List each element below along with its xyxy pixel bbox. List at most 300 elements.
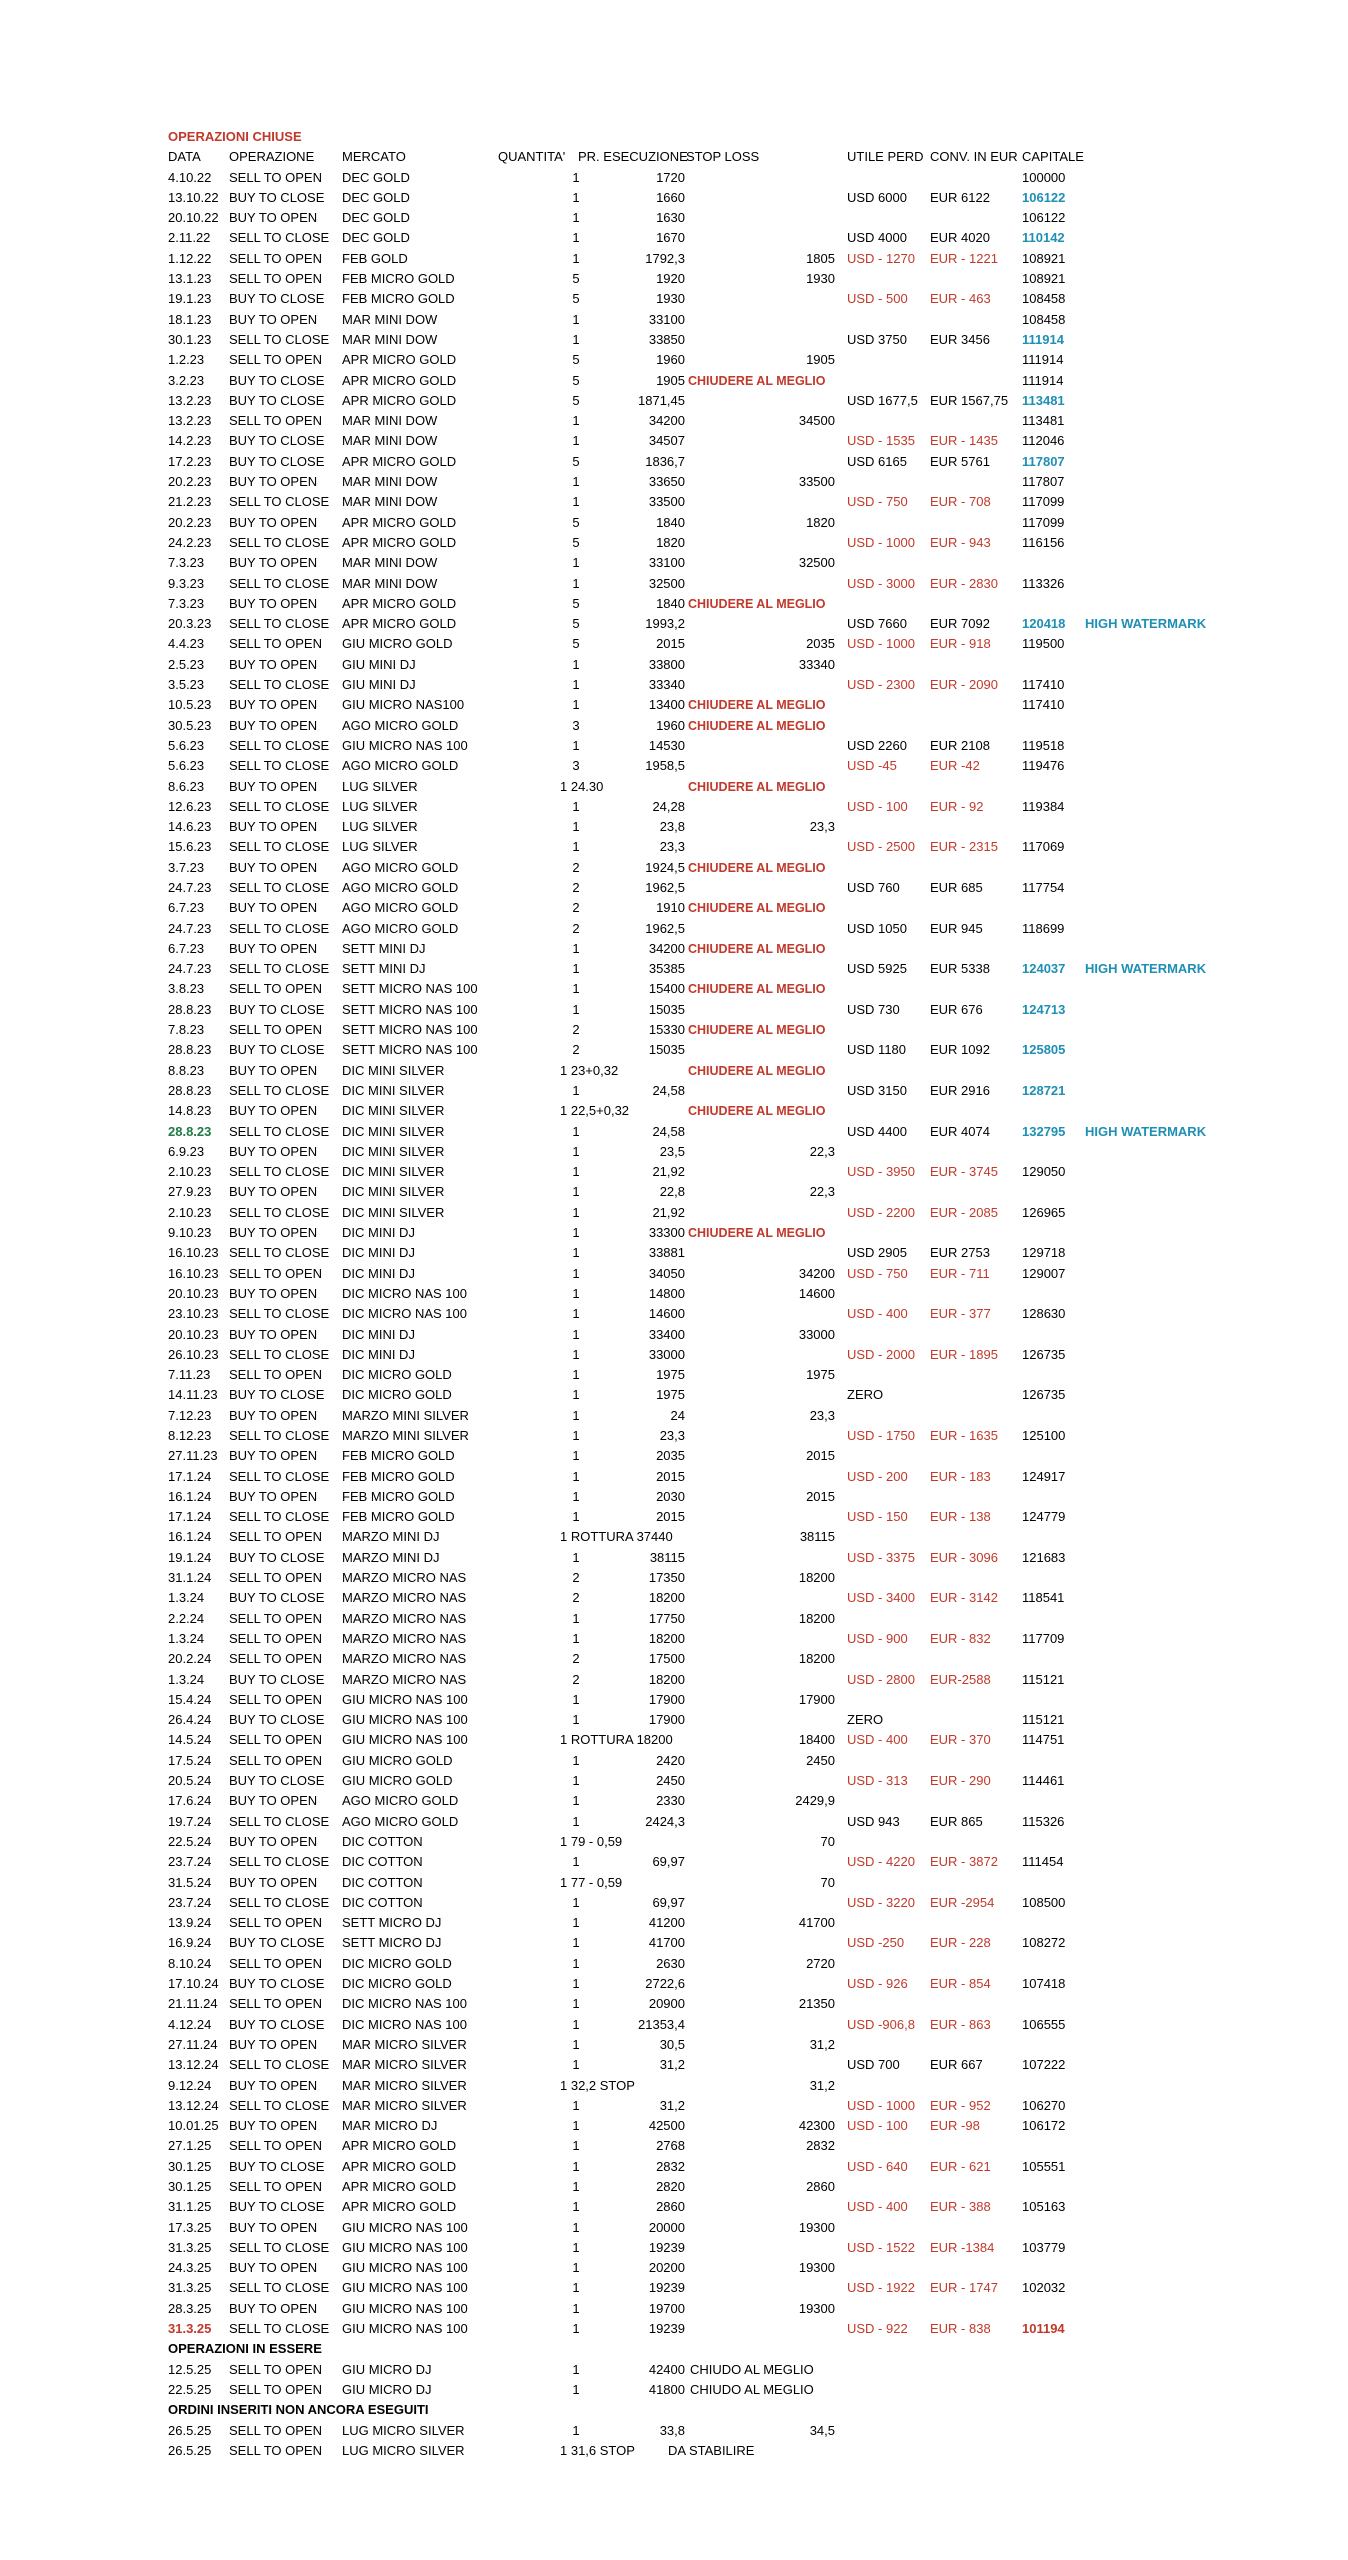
cell-price: 17500 <box>648 1651 685 1667</box>
cell-market: DIC MICRO NAS 100 <box>342 1996 467 2012</box>
table-row <box>168 1467 1318 1487</box>
cell-quantity: 1 <box>572 1448 580 1464</box>
cell-operation: SELL TO CLOSE <box>229 2321 330 2337</box>
cell-profit-usd: USD 730 <box>847 1001 900 1017</box>
cell-price: 2630 <box>656 1955 685 1971</box>
cell-profit-eur: EUR - 832 <box>930 1630 991 1646</box>
cell-operation: BUY TO CLOSE <box>229 1387 325 1403</box>
cell-market: DIC MINI SILVER <box>342 1082 445 1098</box>
cell-profit-eur: EUR -2954 <box>930 1894 995 1910</box>
cell-price: 34200 <box>648 940 685 956</box>
table-row <box>168 919 1318 939</box>
cell-note: CHIUDERE AL MEGLIO <box>688 1063 826 1078</box>
cell-quantity: 1 <box>572 1854 580 1870</box>
cell-capital: 115121 <box>1022 1671 1065 1687</box>
cell-profit-eur: EUR -98 <box>930 2118 980 2134</box>
cell-capital: 129050 <box>1022 1164 1066 1180</box>
cell-stop-loss: 2015 <box>806 1488 835 1504</box>
cell-price: 1962,5 <box>645 920 685 936</box>
cell-quantity: 1 <box>572 1894 580 1910</box>
cell-operation: BUY TO OPEN <box>229 474 318 490</box>
cell-quantity: 3 <box>572 717 580 733</box>
cell-price: 23,3 <box>659 839 685 855</box>
cell-profit-eur: EUR - 370 <box>930 1732 991 1748</box>
cell-price: 31,2 <box>659 2057 685 2073</box>
cell-profit-eur: EUR - 183 <box>930 1468 991 1484</box>
cell-price: 20000 <box>648 2219 685 2235</box>
cell-stop-loss: 41700 <box>798 1915 835 1931</box>
cell-price: 24,58 <box>652 1123 685 1139</box>
table-row <box>168 1000 1318 1020</box>
cell-price: 2820 <box>656 2178 685 2194</box>
cell-date: 31.1.25 <box>168 2199 212 2215</box>
cell-price: 69,97 <box>652 1854 685 1870</box>
cell-date: 3.7.23 <box>168 859 205 875</box>
cell-date: 22.5.25 <box>168 2381 212 2397</box>
cell-date: 26.5.25 <box>168 2442 212 2458</box>
cell-market: DIC COTTON <box>342 1833 423 1849</box>
cell-market: GIU MICRO DJ <box>342 2361 432 2377</box>
cell-price: 1670 <box>656 230 685 246</box>
cell-price: 32500 <box>648 575 685 591</box>
cell-quantity: 1 <box>572 1996 580 2012</box>
cell-capital: 106555 <box>1022 2016 1066 2032</box>
cell-price: 1840 <box>656 595 685 611</box>
cell-date: 13.2.23 <box>168 413 212 429</box>
cell-profit-eur: EUR - 290 <box>930 1773 991 1789</box>
cell-capital: 108272 <box>1022 1935 1066 1951</box>
cell-date: 1.2.23 <box>168 352 205 368</box>
table-row <box>168 431 1318 451</box>
cell-price: 33500 <box>648 494 685 510</box>
cell-market: DEC GOLD <box>342 210 410 226</box>
cell-price: 2860 <box>656 2199 685 2215</box>
cell-date: 20.2.23 <box>168 514 212 530</box>
cell-date: 15.6.23 <box>168 839 212 855</box>
cell-quantity: 1 <box>572 1184 580 1200</box>
table-row <box>168 391 1318 411</box>
cell-profit-eur: EUR - 463 <box>930 291 991 307</box>
cell-market: DEC GOLD <box>342 230 410 246</box>
cell-date: 6.7.23 <box>168 940 205 956</box>
pending-orders <box>168 2421 1318 2462</box>
cell-market: GIU MICRO NAS 100 <box>342 2321 468 2337</box>
cell-quantity: 1 <box>572 1001 580 1017</box>
cell-quantity: 5 <box>572 372 580 388</box>
cell-stop-loss: 2720 <box>806 1955 835 1971</box>
cell-profit-eur: EUR 5338 <box>930 961 990 977</box>
cell-price: 19700 <box>648 2300 685 2316</box>
table-row <box>168 2218 1318 2238</box>
table-row <box>168 1325 1318 1345</box>
cell-operation: BUY TO OPEN <box>229 311 318 327</box>
cell-price: 1630 <box>656 210 685 226</box>
cell-market: GIU MICRO NAS 100 <box>342 2280 468 2296</box>
cell-price: 2424,3 <box>645 1813 685 1829</box>
cell-operation: SELL TO OPEN <box>229 1732 322 1748</box>
cell-operation: BUY TO OPEN <box>229 1833 318 1849</box>
cell-profit-usd: ZERO <box>847 1712 884 1728</box>
cell-price: 15400 <box>648 981 685 997</box>
cell-quantity: 1 <box>572 1245 580 1261</box>
cell-quantity: 2 <box>572 879 580 895</box>
cell-operation: SELL TO CLOSE <box>229 961 330 977</box>
cell-note: CHIUDERE AL MEGLIO <box>688 1104 826 1119</box>
cell-quantity: 1 <box>572 575 580 591</box>
cell-stop-loss: 1975 <box>806 1367 835 1383</box>
cell-profit-usd: USD - 2800 <box>847 1671 915 1687</box>
cell-price: 33100 <box>648 311 685 327</box>
cell-date: 13.10.22 <box>168 189 219 205</box>
cell-note: CHIUDERE AL MEGLIO <box>688 698 826 713</box>
table-row <box>168 1812 1318 1832</box>
cell-stop-loss: 32500 <box>798 555 835 571</box>
cell-quantity: 1 <box>572 555 580 571</box>
cell-profit-eur: EUR - 228 <box>930 1935 991 1951</box>
cell-price: 13400 <box>648 697 685 713</box>
table-row <box>168 1954 1318 1974</box>
cell-price: 20900 <box>648 1996 685 2012</box>
cell-quantity: 1 <box>572 1935 580 1951</box>
cell-date: 13.2.23 <box>168 392 212 408</box>
cell-date: 1.12.22 <box>168 250 212 266</box>
cell-capital: 124917 <box>1022 1468 1066 1484</box>
cell-profit-usd: USD - 150 <box>847 1509 908 1525</box>
cell-quantity: 1 <box>572 1082 580 1098</box>
cell-capital: 129718 <box>1022 1245 1066 1261</box>
cell-operation: BUY TO OPEN <box>229 2118 318 2134</box>
table-row <box>168 1548 1318 1568</box>
cell-profit-usd: USD - 500 <box>847 291 908 307</box>
cell-quantity: 1 <box>572 1225 580 1241</box>
cell-capital: 125805 <box>1022 1042 1066 1058</box>
cell-date: 2.5.23 <box>168 656 205 672</box>
cell-stop-loss: 33340 <box>798 656 835 672</box>
cell-operation: BUY TO OPEN <box>229 1103 318 1119</box>
cell-capital: 117099 <box>1022 514 1065 530</box>
cell-market: APR MICRO GOLD <box>342 2138 457 2154</box>
cell-operation: BUY TO OPEN <box>229 1062 318 1078</box>
cell-profit-usd: USD - 400 <box>847 1306 908 1322</box>
cell-operation: BUY TO OPEN <box>229 900 318 916</box>
cell-price: 2450 <box>656 1773 685 1789</box>
table-row <box>168 614 1318 634</box>
cell-price: 1720 <box>656 169 685 185</box>
cell-price: 2330 <box>656 1793 685 1809</box>
cell-date: 4.12.24 <box>168 2016 212 2032</box>
cell-stop-loss: 42300 <box>798 2118 835 2134</box>
cell-operation: BUY TO OPEN <box>229 859 318 875</box>
table-row <box>168 1771 1318 1791</box>
cell-operation: BUY TO OPEN <box>229 1326 318 1342</box>
cell-operation: SELL TO OPEN <box>229 2422 322 2438</box>
cell-capital: 118541 <box>1022 1590 1065 1606</box>
table-row <box>168 492 1318 512</box>
cell-date: 28.8.23 <box>168 1001 212 1017</box>
cell-operation: SELL TO OPEN <box>229 1955 322 1971</box>
cell-market: DIC MINI DJ <box>342 1265 415 1281</box>
cell-profit-usd: USD - 3950 <box>847 1164 915 1180</box>
cell-profit-usd: USD - 2300 <box>847 677 915 693</box>
cell-profit-eur: EUR - 708 <box>930 494 991 510</box>
cell-profit-usd: USD 1677,5 <box>847 392 918 408</box>
cell-market: GIU MICRO NAS 100 <box>342 737 468 753</box>
table-row <box>168 1791 1318 1811</box>
cell-operation: SELL TO OPEN <box>229 1691 322 1707</box>
cell-date: 7.3.23 <box>168 555 205 571</box>
cell-quantity: 1 <box>572 2381 580 2397</box>
cell-quantity: 1 ROTTURA 37440 <box>560 1529 673 1545</box>
cell-market: DIC MICRO GOLD <box>342 1976 452 1992</box>
cell-profit-usd: USD 1180 <box>847 1042 907 1058</box>
cell-quantity: 1 <box>572 819 580 835</box>
cell-date: 31.3.25 <box>168 2239 212 2255</box>
cell-date: 10.01.25 <box>168 2118 219 2134</box>
cell-stop-loss: 17900 <box>798 1691 835 1707</box>
cell-capital: 102032 <box>1022 2280 1066 2296</box>
cell-date: 12.6.23 <box>168 798 212 814</box>
cell-date: 13.12.24 <box>168 2097 219 2113</box>
cell-note: CHIUDERE AL MEGLIO <box>688 718 826 733</box>
cell-profit-usd: USD 760 <box>847 879 900 895</box>
cell-date: 14.5.24 <box>168 1732 212 1748</box>
cell-profit-usd: USD 2905 <box>847 1245 907 1261</box>
table-row <box>168 1873 1318 1893</box>
table-row <box>168 1710 1318 1730</box>
cell-market: SETT MICRO NAS 100 <box>342 1022 478 1038</box>
cell-profit-usd: USD - 750 <box>847 494 908 510</box>
cell-capital: 118699 <box>1022 920 1065 936</box>
cell-note: CHIUDERE AL MEGLIO <box>688 982 826 997</box>
table-row <box>168 634 1318 654</box>
cell-market: LUG SILVER <box>342 839 418 855</box>
cell-profit-eur: EUR - 3096 <box>930 1549 998 1565</box>
cell-profit-eur: EUR - 1221 <box>930 250 998 266</box>
cell-date: 1.3.24 <box>168 1590 205 1606</box>
cell-price: 15035 <box>648 1001 685 1017</box>
cell-date: 1.3.24 <box>168 1671 205 1687</box>
cell-operation: SELL TO CLOSE <box>229 920 330 936</box>
cell-date: 31.5.24 <box>168 1874 212 1890</box>
cell-price: 17750 <box>648 1610 685 1626</box>
cell-quantity: 1 <box>572 2178 580 2194</box>
table-row <box>168 2278 1318 2298</box>
cell-date: 23.7.24 <box>168 1894 212 1910</box>
table-row <box>168 1649 1318 1669</box>
cell-date: 20.10.22 <box>168 210 219 226</box>
table-row <box>168 1061 1318 1081</box>
cell-operation: SELL TO CLOSE <box>229 1428 330 1443</box>
table-row <box>168 959 1318 979</box>
cell-market: DIC MINI DJ <box>342 1225 415 1241</box>
cell-date: 17.2.23 <box>168 453 212 469</box>
cell-market: GIU MICRO NAS 100 <box>342 1712 468 1728</box>
cell-quantity: 1 <box>572 2422 580 2438</box>
cell-capital: 124037 <box>1022 961 1066 977</box>
cell-date: 7.8.23 <box>168 1022 205 1038</box>
cell-operation: BUY TO OPEN <box>229 656 318 672</box>
cell-date: 28.8.23 <box>168 1042 212 1058</box>
cell-market: DIC MICRO GOLD <box>342 1955 452 1971</box>
cell-market: GIU MICRO NAS100 <box>342 697 465 713</box>
cell-operation: SELL TO OPEN <box>229 413 322 429</box>
high-watermark-label: HIGH WATERMARK <box>1085 961 1207 977</box>
cell-operation: SELL TO OPEN <box>229 1651 322 1667</box>
table-row <box>168 513 1318 533</box>
cell-price: 21,92 <box>652 1164 685 1180</box>
cell-quantity: 5 <box>572 636 580 652</box>
cell-profit-usd: USD - 750 <box>847 1265 908 1281</box>
cell-date: 17.1.24 <box>168 1468 212 1484</box>
cell-profit-eur: EUR - 3142 <box>930 1590 998 1606</box>
cell-price: 33650 <box>648 474 685 490</box>
cell-market: MAR MICRO DJ <box>342 2118 438 2134</box>
cell-date: 5.6.23 <box>168 737 205 753</box>
cell-profit-eur: EUR - 1895 <box>930 1346 998 1362</box>
cell-profit-eur: EUR 676 <box>930 1001 983 1017</box>
cell-capital: 128721 <box>1022 1082 1066 1098</box>
table-row <box>168 756 1318 776</box>
cell-market: SETT MICRO DJ <box>342 1915 442 1931</box>
cell-note: CHIUDERE AL MEGLIO <box>688 596 826 611</box>
cell-quantity: 1 <box>572 2280 580 2296</box>
cell-date: 14.2.23 <box>168 433 212 449</box>
cell-capital: 105163 <box>1022 2199 1066 2215</box>
cell-price: 1840 <box>656 514 685 530</box>
cell-quantity: 1 <box>572 1793 580 1809</box>
cell-operation: SELL TO CLOSE <box>229 2280 330 2296</box>
cell-profit-usd: USD - 640 <box>847 2158 908 2174</box>
cell-capital: 125100 <box>1022 1428 1066 1443</box>
cell-operation: SELL TO CLOSE <box>229 1123 330 1139</box>
cell-operation: BUY TO OPEN <box>229 2036 318 2052</box>
table-row <box>168 2015 1318 2035</box>
cell-date: 3.5.23 <box>168 677 205 693</box>
table-row <box>168 1852 1318 1872</box>
cell-market: DEC GOLD <box>342 189 410 205</box>
cell-profit-usd: USD - 100 <box>847 798 908 814</box>
cell-operation: SELL TO CLOSE <box>229 2239 330 2255</box>
table-row <box>168 797 1318 817</box>
cell-date: 12.5.25 <box>168 2361 212 2377</box>
cell-operation: SELL TO OPEN <box>229 1265 322 1281</box>
cell-market: DEC GOLD <box>342 169 410 185</box>
cell-market: FEB MICRO GOLD <box>342 291 455 307</box>
cell-price: 33800 <box>648 656 685 672</box>
cell-operation: BUY TO OPEN <box>229 940 318 956</box>
cell-market: MAR MINI DOW <box>342 413 438 429</box>
cell-price: 1905 <box>656 372 685 388</box>
cell-quantity: 5 <box>572 352 580 368</box>
cell-stop-loss: 34200 <box>798 1265 835 1281</box>
cell-operation: BUY TO OPEN <box>229 2300 318 2316</box>
cell-operation: SELL TO CLOSE <box>229 575 330 591</box>
cell-price: 34507 <box>648 433 685 449</box>
cell-note: CHIUDERE AL MEGLIO <box>688 941 826 956</box>
cell-operation: SELL TO CLOSE <box>229 616 330 632</box>
table-row <box>168 188 1318 208</box>
cell-market: APR MICRO GOLD <box>342 2199 457 2215</box>
cell-stop-loss: 19300 <box>798 2219 835 2235</box>
table-row <box>168 695 1318 715</box>
header-capital: CAPITALE <box>1022 149 1084 165</box>
cell-quantity: 1 <box>572 1976 580 1992</box>
table-row <box>168 1345 1318 1365</box>
cell-price: 1993,2 <box>645 616 685 632</box>
cell-capital: 124713 <box>1022 1001 1066 1017</box>
cell-profit-eur: EUR -42 <box>930 758 980 774</box>
cell-date: 18.1.23 <box>168 311 212 327</box>
cell-stop-loss: CHIUDO AL MEGLIO <box>690 2381 814 2397</box>
cell-quantity: 2 <box>572 859 580 875</box>
cell-profit-eur: EUR - 3872 <box>930 1854 998 1870</box>
table-row <box>168 979 1318 999</box>
cell-operation: SELL TO OPEN <box>229 271 322 287</box>
cell-profit-eur: EUR - 838 <box>930 2321 991 2337</box>
cell-capital: 106122 <box>1022 210 1066 226</box>
cell-profit-usd: USD - 2200 <box>847 1204 915 1220</box>
table-row <box>168 269 1318 289</box>
cell-profit-eur: EUR 2753 <box>930 1245 990 1261</box>
cell-operation: BUY TO OPEN <box>229 1143 318 1159</box>
cell-market: AGO MICRO GOLD <box>342 859 459 875</box>
cell-operation: BUY TO CLOSE <box>229 1549 325 1565</box>
table-row <box>168 939 1318 959</box>
cell-quantity: 1 24.30 <box>560 778 604 794</box>
cell-profit-eur: EUR - 2090 <box>930 677 998 693</box>
cell-price: 1960 <box>656 352 685 368</box>
cell-profit-eur: EUR - 1635 <box>930 1428 998 1443</box>
cell-date: 9.10.23 <box>168 1225 212 1241</box>
cell-capital: 119476 <box>1022 758 1065 774</box>
cell-operation: SELL TO OPEN <box>229 1529 322 1545</box>
cell-quantity: 1 <box>572 1955 580 1971</box>
cell-market: MAR MINI DOW <box>342 331 438 347</box>
cell-profit-eur: EUR - 943 <box>930 534 991 550</box>
cell-stop-loss: 21350 <box>798 1996 835 2012</box>
cell-profit-usd: USD - 922 <box>847 2321 908 2337</box>
cell-operation: SELL TO CLOSE <box>229 1509 330 1525</box>
cell-price: 33400 <box>648 1326 685 1342</box>
cell-date: 21.11.24 <box>168 1996 218 2012</box>
cell-note: CHIUDERE AL MEGLIO <box>688 1226 826 1241</box>
cell-quantity: 1 <box>572 798 580 814</box>
cell-date: 31.3.25 <box>168 2280 212 2296</box>
header-operation: OPERAZIONE <box>229 149 315 165</box>
table-row <box>168 1893 1318 1913</box>
cell-price: 1924,5 <box>645 859 685 875</box>
cell-market: SETT MICRO NAS 100 <box>342 981 478 997</box>
cell-quantity: 1 79 - 0,59 <box>560 1833 623 1849</box>
cell-capital: 117807 <box>1022 453 1065 469</box>
cell-stop-loss: 2035 <box>806 636 835 652</box>
cell-date: 9.3.23 <box>168 575 205 591</box>
table-row <box>168 533 1318 553</box>
cell-profit-usd: USD 1050 <box>847 920 907 936</box>
section2-title: OPERAZIONI IN ESSERE <box>168 2341 322 2357</box>
cell-market: AGO MICRO GOLD <box>342 920 459 936</box>
cell-profit-usd: USD - 200 <box>847 1468 908 1484</box>
cell-quantity: 1 <box>572 474 580 490</box>
cell-quantity: 5 <box>572 453 580 469</box>
cell-market: MARZO MINI SILVER <box>342 1428 469 1443</box>
cell-operation: BUY TO CLOSE <box>229 2158 325 2174</box>
cell-price: 17900 <box>648 1712 685 1728</box>
table-row <box>168 1994 1318 2014</box>
cell-date: 20.2.24 <box>168 1651 212 1667</box>
cell-date: 27.11.23 <box>168 1448 218 1464</box>
cell-profit-usd: USD 3750 <box>847 331 907 347</box>
